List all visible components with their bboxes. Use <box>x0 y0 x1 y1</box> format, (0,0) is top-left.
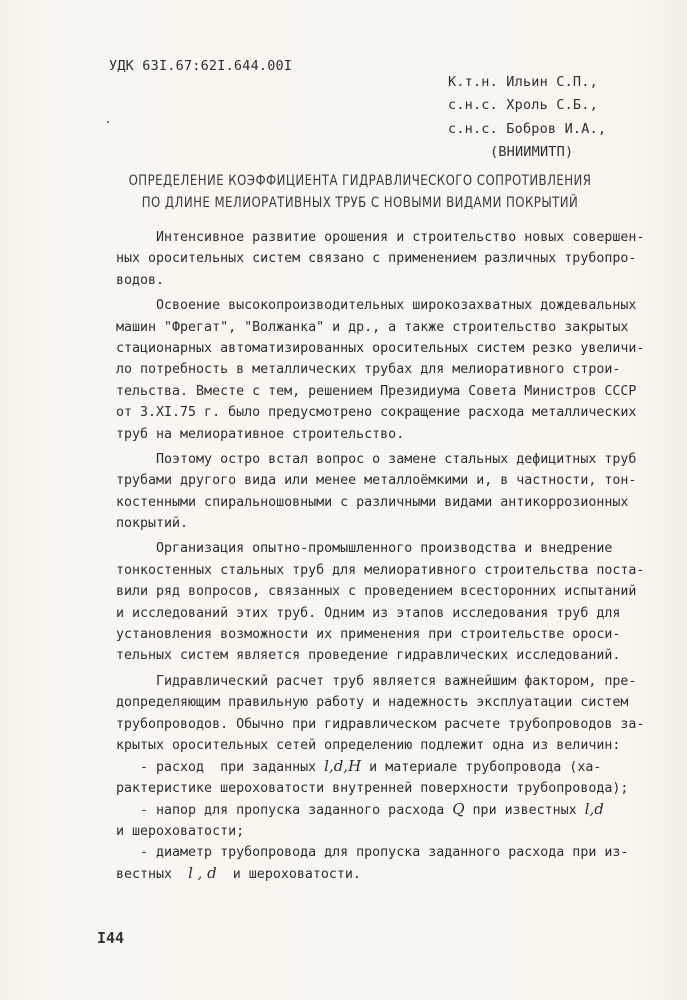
body-line: и исследований этих труб. Одним из этапов исследования труб для <box>116 605 621 621</box>
body-line: Освоение высокопроизводительных широкозахватных дождевальных <box>116 298 637 314</box>
formula-vars: l,d <box>584 800 604 819</box>
body-line: крытых оросительных сетей определению подлежит одна из величин: <box>116 737 621 753</box>
body-line: стационарных автоматизированных оросительных систем резко увеличи- <box>116 340 645 356</box>
title-line-1: ОПРЕДЕЛЕНИЕ КОЭФФИЦИЕНТА ГИДРАВЛИЧЕСКОГО СОПРОТИВЛЕНИЯ <box>128 173 592 189</box>
body-line: Организация опытно-промышленного производства и внедрение <box>116 541 613 557</box>
body-line: покрытий. <box>116 516 189 532</box>
body-line: рактеристике шероховатости внутренней поверхности трубопровода); <box>116 780 629 796</box>
body-line: тельных систем является проведение гидравлических исследований. <box>116 648 621 664</box>
authors-block <box>448 71 606 164</box>
body-line: трубопроводов. Обычно при гидравлическом расчете трубопроводов за- <box>116 716 645 732</box>
body-line: костенными спиральношовными с различными видами антикоррозионных <box>116 494 629 510</box>
body-line: труб на мелиоративное строительство. <box>116 426 405 442</box>
formula-var-q: Q <box>452 800 465 819</box>
bullet-text: и материале трубопровода (ха- <box>361 760 602 776</box>
formula-vars: l , d <box>188 864 217 883</box>
bullet-text: вестных <box>116 867 189 883</box>
page-number: I44 <box>97 929 125 947</box>
title-line-2: ПО ДЛИНЕ МЕЛИОРАТИВНЫХ ТРУБ С НОВЫМИ ВИДАМИ ПОКРЫТИЙ <box>141 195 579 211</box>
body-line: тонкостенных стальных труб для мелиоративного строительства поста- <box>116 562 645 578</box>
body-line: машин "Фрегат", "Волжанка" и др., а также строительство закрытых <box>116 319 629 335</box>
bullet-text: - напор для пропуска заданного расхода <box>116 803 453 819</box>
article-body <box>116 227 661 885</box>
body-line: и шероховатости; <box>116 823 245 839</box>
body-line: Поэтому остро встал вопрос о замене стальных дефицитных труб <box>116 451 637 467</box>
bullet-text: - расход при заданных <box>116 760 325 776</box>
body-line: Интенсивное развитие орошения и строительство новых совершен- <box>116 230 645 245</box>
body-line: допределяющим правильную работу и надежность эксплуатации систем <box>116 695 629 711</box>
udk-code: УДК 63I.67:62I.644.00I <box>109 58 293 74</box>
body-line: ных оросительных систем связано с применением различных трубопро- <box>116 251 637 267</box>
body-line: установления возможности их применения при строительстве ороси- <box>116 627 621 643</box>
bullet-continuation <box>116 863 661 884</box>
body-line: трубами другого вида или менее металлоёмкими и, в частности, тон- <box>116 473 637 489</box>
body-line: вили ряд вопросов, связанных с проведением всесторонних испытаний <box>116 584 637 600</box>
bullet-text: при известных <box>464 803 585 819</box>
body-line: Гидравлический расчет труб является важнейшим фактором, пре- <box>116 673 637 689</box>
body-line: тельства. Вместе с тем, решением Президиума Совета Министров СССР <box>116 383 637 399</box>
body-line: ло потребность в металлических трубах для мелиоративного строи- <box>116 362 621 378</box>
author-khrol: с.н.с. Хроль С.Б., <box>448 97 598 114</box>
bullet-text: и шероховатости. <box>216 867 361 883</box>
body-line: от 3.XI.75 г. было предусмотрено сокращение расхода металлических <box>116 405 637 421</box>
bullet-head <box>116 799 661 820</box>
organization: (ВНИИМИТП) <box>490 143 574 160</box>
scan-speck <box>107 121 109 123</box>
bullet-discharge <box>116 756 661 777</box>
body-line: водов. <box>116 272 165 288</box>
author-ilyin: К.т.н. Ильин С.П., <box>448 74 598 90</box>
formula-vars: l,d,H <box>324 757 362 776</box>
bullet-diameter: - диаметр трубопровода для пропуска заданного расхода при из- <box>116 844 629 860</box>
author-bobrov: с.н.с. Бобров И.А., <box>448 120 607 137</box>
